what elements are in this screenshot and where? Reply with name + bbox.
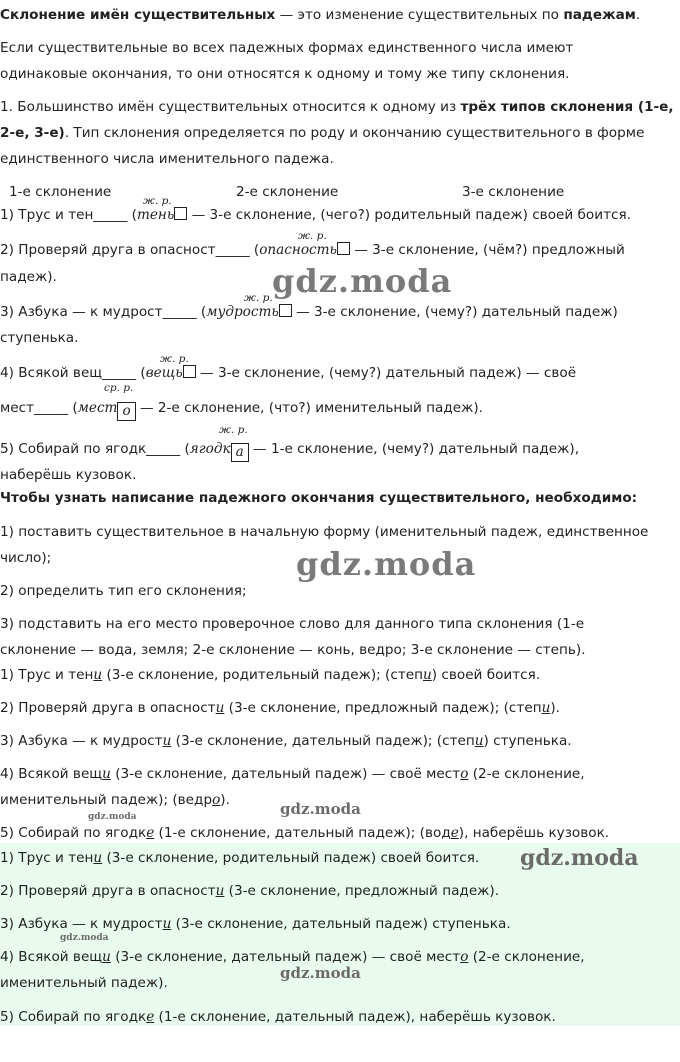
sentence-text: мест_____ ( bbox=[0, 400, 78, 416]
sentence-text: — 3-е склонение, (чему?) дательный падеж) — своё bbox=[195, 365, 577, 381]
word-form: мест bbox=[77, 400, 118, 416]
sentence-text: 3) Азбука — к мудрост bbox=[0, 916, 163, 932]
ending-box bbox=[174, 207, 187, 220]
sentence-text: 4) Всякой вещ_____ ( bbox=[0, 365, 146, 381]
table-header-cell: 3-е склонение bbox=[462, 184, 565, 200]
task-sentence bbox=[0, 241, 625, 259]
task-sentence bbox=[0, 364, 576, 382]
answer-sentence bbox=[0, 849, 479, 867]
check-sentence-cont bbox=[0, 791, 230, 809]
ending: о bbox=[460, 949, 469, 965]
gender-mark: ж. р. bbox=[160, 353, 189, 365]
rule-line bbox=[0, 98, 674, 116]
answer-sentence bbox=[0, 915, 511, 933]
sentence-text: 1) Трус и тен bbox=[0, 667, 94, 683]
sentence-text: ), наберёшь кузовок. bbox=[458, 825, 610, 841]
check-sentence bbox=[0, 666, 540, 684]
sentence-text: — 2-е склонение, (что?) именительный падеж). bbox=[135, 400, 483, 416]
sentence-text: (2-е склонение, bbox=[468, 766, 585, 782]
task-sentence-cont: ступенька. bbox=[0, 330, 79, 346]
sentence-text: (1-е склонение, дательный падеж); (вод bbox=[154, 825, 451, 841]
sentence-text: 5) Собирай по ягодк_____ ( bbox=[0, 441, 190, 457]
ending: и bbox=[162, 733, 172, 749]
sentence-text: именительный падеж); (ведр bbox=[0, 792, 213, 808]
check-sentence bbox=[0, 765, 585, 783]
watermark-logo: gdz.moda bbox=[296, 545, 477, 583]
answer-sentence bbox=[0, 882, 499, 900]
ending-box: а bbox=[231, 443, 249, 462]
definition-text: — это изменение существительных по bbox=[275, 7, 564, 23]
gender-mark: ж. р. bbox=[298, 230, 327, 242]
rule-bold: трёх типов склонения (1-е, bbox=[460, 99, 674, 115]
watermark-logo: gdz.moda bbox=[280, 800, 361, 818]
sentence-text: 3) Азбука — к мудрост_____ ( bbox=[0, 304, 207, 320]
ending-box bbox=[279, 304, 292, 317]
ending: и bbox=[102, 766, 111, 782]
word-form: тень bbox=[136, 207, 175, 223]
gender-mark: ж. р. bbox=[244, 292, 273, 304]
sentence-text: 2) Проверяй друга в опасност_____ ( bbox=[0, 242, 260, 258]
howto-item-cont: склонение — вода, земля; 2-е склонение — конь, ведро; 3-е склонение — степь). bbox=[0, 642, 586, 658]
watermark-logo: gdz.moda bbox=[88, 812, 137, 822]
sentence-text: ). bbox=[220, 792, 230, 808]
watermark-logo: gdz.moda bbox=[520, 845, 639, 871]
table-header-cell: 1-е склонение bbox=[9, 184, 112, 200]
ending: и bbox=[474, 733, 484, 749]
word-form: вещь bbox=[145, 365, 183, 381]
howto-item: 1) поставить существительное в начальную форму (именительный падеж, единственное bbox=[0, 524, 649, 540]
ending-box bbox=[337, 242, 350, 255]
ending: е bbox=[146, 825, 155, 841]
gender-mark: ср. р. bbox=[104, 382, 134, 394]
sentence-text: ) своей боится. bbox=[431, 667, 541, 683]
sentence-text: ) ступенька. bbox=[483, 733, 572, 749]
sentence-text: (3-е склонение, дательный падеж) ступенька. bbox=[171, 916, 511, 932]
word-form: ягодк bbox=[189, 441, 231, 457]
task-sentence bbox=[0, 303, 618, 321]
sentence-text: (3-е склонение, предложный падеж). bbox=[224, 883, 500, 899]
check-sentence bbox=[0, 699, 560, 717]
ending: е bbox=[450, 825, 459, 841]
ending: и bbox=[102, 949, 111, 965]
definition-key: падежам bbox=[563, 7, 636, 23]
ending: и bbox=[423, 667, 432, 683]
sentence-text: (3-е склонение, родительный падеж) своей боится. bbox=[102, 850, 480, 866]
word-form: мудрость bbox=[206, 304, 279, 320]
howto-item: 2) определить тип его склонения; bbox=[0, 583, 247, 599]
table-header-cell: 2-е склонение bbox=[236, 184, 339, 200]
rule-text: 1. Большинство имён существительных относится к одному из bbox=[0, 99, 461, 115]
definition-dot: . bbox=[635, 7, 641, 23]
ending: и bbox=[215, 700, 225, 716]
ending: е bbox=[146, 1009, 155, 1025]
ending: и bbox=[93, 667, 103, 683]
sentence-text: 2) Проверяй друга в опасност bbox=[0, 700, 216, 716]
ending-box bbox=[183, 365, 196, 378]
sentence-text: (3-е склонение, предложный падеж); (степ bbox=[224, 700, 542, 716]
intro-paragraph-line: одинаковые окончания, то они относятся к одному и тому же типу склонения. bbox=[0, 66, 570, 82]
ending: о bbox=[460, 766, 469, 782]
declension-table-header bbox=[0, 182, 680, 200]
sentence-text: 5) Собирай по ягодк bbox=[0, 1009, 147, 1025]
sentence-text: — 3-е склонение, (чём?) предложный bbox=[349, 242, 625, 258]
answer-sentence bbox=[0, 1008, 556, 1026]
sentence-text: (2-е склонение, bbox=[468, 949, 585, 965]
ending: и bbox=[541, 700, 551, 716]
sentence-text: — 3-е склонение, (чего?) родительный падеж) своей боится. bbox=[187, 207, 631, 223]
sentence-text: 1) Трус и тен_____ ( bbox=[0, 207, 137, 223]
howto-item-cont: число); bbox=[0, 550, 52, 566]
task-sentence bbox=[0, 440, 579, 462]
intro-definition bbox=[0, 6, 640, 24]
sentence-text: (3-е склонение, дательный падеж); (степ bbox=[171, 733, 475, 749]
sentence-text: 4) Всякой вещ bbox=[0, 949, 103, 965]
task-sentence bbox=[0, 206, 631, 224]
term: Склонение имён существительных bbox=[0, 7, 276, 23]
task-sentence-cont: падеж). bbox=[0, 269, 57, 285]
rule-text: . Тип склонения определяется по роду и окончанию существительного в форме bbox=[64, 125, 645, 141]
sentence-text: 3) Азбука — к мудрост bbox=[0, 733, 163, 749]
watermark-logo: gdz.moda bbox=[280, 964, 361, 982]
gender-mark: ж. р. bbox=[219, 424, 248, 436]
rule-bold: 2-е, 3-е) bbox=[0, 125, 65, 141]
ending: о bbox=[212, 792, 221, 808]
check-sentence bbox=[0, 732, 572, 750]
gender-mark: ж. р. bbox=[143, 195, 172, 207]
watermark-logo: gdz.moda bbox=[60, 933, 109, 943]
watermark-logo: gdz.moda bbox=[272, 262, 453, 300]
answer-sentence-cont: именительный падеж). bbox=[0, 975, 168, 991]
howto-item: 3) подставить на его место проверочное слово для данного типа склонения (1-е bbox=[0, 616, 585, 632]
sentence-text: (3-е склонение, дательный падеж) — своё мест bbox=[110, 949, 461, 965]
ending: и bbox=[93, 850, 103, 866]
task-sentence-cont: наберёшь кузовок. bbox=[0, 467, 137, 483]
sentence-text: — 1-е склонение, (чему?) дательный падеж), bbox=[248, 441, 580, 457]
rule-line: единственного числа именительного падежа. bbox=[0, 151, 334, 167]
word-form: опасность bbox=[259, 242, 337, 258]
task-sentence-cont bbox=[0, 399, 483, 421]
sentence-text: ). bbox=[550, 700, 560, 716]
rule-line bbox=[0, 124, 644, 142]
sentence-text: 5) Собирай по ягодк bbox=[0, 825, 147, 841]
sentence-text: 1) Трус и тен bbox=[0, 850, 94, 866]
intro-paragraph-line: Если существительные во всех падежных формах единственного числа имеют bbox=[0, 40, 574, 56]
sentence-text: (1-е склонение, дательный падеж), наберёшь кузовок. bbox=[154, 1009, 556, 1025]
ending-box: о bbox=[117, 402, 135, 421]
ending: и bbox=[215, 883, 225, 899]
sentence-text: (3-е склонение, дательный падеж) — своё мест bbox=[110, 766, 461, 782]
check-sentence bbox=[0, 824, 609, 842]
howto-title: Чтобы узнать написание падежного окончания существительного, необходимо: bbox=[0, 490, 638, 506]
sentence-text: 2) Проверяй друга в опасност bbox=[0, 883, 216, 899]
sentence-text: (3-е склонение, родительный падеж); (степ bbox=[102, 667, 423, 683]
ending: и bbox=[162, 916, 172, 932]
sentence-text: 4) Всякой вещ bbox=[0, 766, 103, 782]
sentence-text: — 3-е склонение, (чему?) дательный падеж) bbox=[291, 304, 618, 320]
